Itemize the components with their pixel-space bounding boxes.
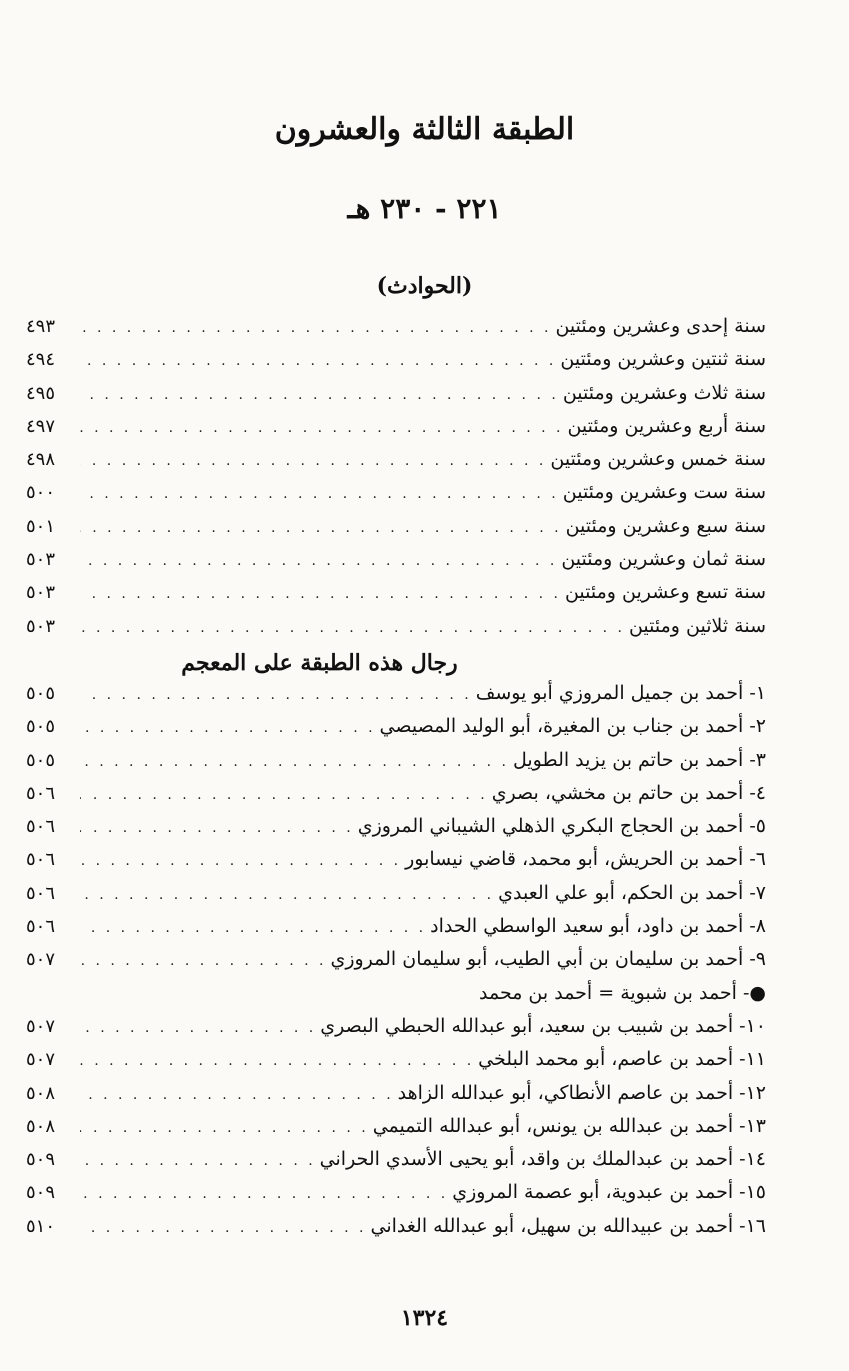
- toc-entry: [26, 848, 766, 881]
- toc-entry-text: ١١- أحمد بن عاصم، أبو محمد البلخي: [478, 1048, 766, 1071]
- men-list: [26, 682, 766, 1248]
- dot-leader: [80, 1153, 316, 1169]
- toc-entry-page: ٥٠٣: [26, 582, 56, 604]
- toc-entry-page: ٥٠٣: [26, 615, 56, 637]
- dot-leader: [80, 754, 509, 770]
- toc-entry: [26, 948, 766, 981]
- dot-leader: [80, 453, 546, 469]
- toc-entry-text: سنة إحدى وعشرين ومئتين: [555, 315, 766, 337]
- toc-entry: [26, 1215, 766, 1248]
- toc-entry-page: ٥٠٥: [26, 749, 56, 771]
- toc-entry-page: ٥٠٠: [26, 482, 56, 504]
- toc-entry: [26, 615, 766, 648]
- toc-entry: [26, 415, 766, 448]
- toc-entry-text: ١٤- أحمد بن عبدالملك بن واقد، أبو يحيى الأسدي الحراني: [319, 1148, 766, 1171]
- toc-entry-page: ٤٩٤: [26, 349, 56, 371]
- dot-leader: [80, 1020, 316, 1036]
- men-heading: رجال هذه الطبقة على المعجم: [181, 650, 458, 676]
- toc-entry-page: ٥٠١: [26, 515, 56, 537]
- toc-entry-page: ٥٠٩: [26, 1149, 56, 1171]
- page-number: ١٣٢٤: [400, 1305, 449, 1331]
- dot-leader: [80, 1120, 369, 1136]
- toc-entry-text: سنة سبع وعشرين ومئتين: [565, 514, 766, 537]
- dot-leader: [80, 1087, 394, 1103]
- dot-leader: [80, 720, 376, 736]
- toc-entry-text: سنة ست وعشرين ومئتين: [562, 481, 766, 504]
- toc-entry-page: ٥٠٦: [26, 816, 56, 838]
- dot-leader: [80, 887, 494, 903]
- events-heading: (الحوادث): [376, 273, 473, 299]
- toc-entry-page: ٤٩٨: [26, 449, 56, 471]
- toc-entry: [26, 882, 766, 915]
- toc-entry-page: ٤٩٥: [26, 382, 56, 404]
- toc-entry-text: ١- أحمد بن جميل المروزي أبو يوسف: [475, 682, 766, 704]
- dot-leader: [80, 586, 561, 602]
- toc-entry-text: ٥- أحمد بن الحجاج البكري الذهلي الشيباني المروزي: [357, 815, 766, 838]
- toc-entry-page: ٥٠٨: [26, 1115, 56, 1137]
- toc-entry-text: ١٠- أحمد بن شبيب بن سعيد، أبو عبدالله الحبطي البصري: [320, 1014, 766, 1037]
- toc-entry-text: سنة ثلاث وعشرين ومئتين: [562, 381, 766, 404]
- toc-entry-text: سنة تسع وعشرين ومئتين: [564, 581, 766, 604]
- dot-leader: [80, 1220, 367, 1236]
- toc-entry: [26, 915, 766, 948]
- toc-entry: [26, 581, 766, 614]
- dot-leader: [80, 620, 625, 636]
- toc-entry: [26, 1082, 766, 1115]
- dot-leader: [80, 387, 559, 403]
- toc-entry-page: ٥٠٧: [26, 1049, 56, 1071]
- toc-entry-page: ٤٩٧: [26, 415, 56, 437]
- toc-entry-page: ٤٩٣: [26, 316, 56, 337]
- toc-entry-text: ●- أحمد بن شبوية = أحمد بن محمد: [478, 981, 766, 1004]
- toc-entry: [26, 715, 766, 748]
- toc-entry-text: سنة خمس وعشرين ومئتين: [550, 448, 766, 471]
- toc-entry: [26, 682, 766, 715]
- toc-entry-text: ٨- أحمد بن داود، أبو سعيد الواسطي الحداد: [430, 915, 766, 938]
- toc-entry-text: ٣- أحمد بن حاتم بن يزيد الطويل: [512, 748, 766, 771]
- toc-entry-page: ٥٠٦: [26, 916, 56, 938]
- toc-entry-page: ٥٠٦: [26, 849, 56, 871]
- dot-leader: [80, 420, 563, 436]
- toc-entry-text: ٩- أحمد بن سليمان بن أبي الطيب، أبو سليمان المروزي: [330, 948, 766, 971]
- date-range: ٢٢١ - ٢٣٠ هـ: [347, 192, 502, 225]
- toc-entry-page: ٥٠٨: [26, 1082, 56, 1104]
- toc-entry-text: سنة ثمان وعشرين ومئتين: [561, 548, 766, 571]
- dot-leader: [80, 1186, 448, 1202]
- toc-entry-text: ٧- أحمد بن الحكم، أبو علي العبدي: [498, 881, 766, 904]
- toc-entry-text: ٤- أحمد بن حاتم بن مخشي، بصري: [491, 781, 766, 804]
- dot-leader: [80, 820, 354, 836]
- dot-leader: [80, 787, 488, 803]
- toc-entry-page: ٥٠٦: [26, 782, 56, 804]
- toc-entry-text: سنة ثنتين وعشرين ومئتين: [560, 348, 766, 371]
- dot-leader: [80, 553, 557, 569]
- toc-entry: [26, 315, 766, 348]
- toc-entry-page: ٥٠٧: [26, 949, 56, 971]
- dot-leader: [80, 920, 426, 936]
- toc-entry-page: ٥٠٥: [26, 683, 56, 704]
- dot-leader: [80, 687, 472, 703]
- dot-leader: [80, 320, 551, 336]
- toc-entry-text: ١٢- أحمد بن عاصم الأنطاكي، أبو عبدالله الزاهد: [397, 1081, 766, 1104]
- toc-entry-page: ٥١٠: [26, 1215, 56, 1237]
- toc-entry: [26, 1115, 766, 1148]
- toc-entry-page: ٥٠٥: [26, 716, 56, 738]
- page-title: الطبقة الثالثة والعشرون: [274, 112, 575, 147]
- toc-entry: [26, 548, 766, 581]
- toc-entry-text: سنة ثلاثين ومئتين: [628, 614, 766, 637]
- toc-entry: [26, 1048, 766, 1081]
- toc-entry-page: ٥٠٦: [26, 882, 56, 904]
- toc-entry: [26, 982, 766, 1015]
- toc-entry: [26, 515, 766, 548]
- toc-entry: [26, 1148, 766, 1181]
- toc-entry-text: ١٥- أحمد بن عبدوية، أبو عصمة المروزي: [452, 1181, 766, 1204]
- toc-entry: [26, 348, 766, 381]
- toc-entry-text: ٦- أحمد بن الحريش، أبو محمد، قاضي نيسابور: [405, 848, 766, 871]
- toc-entry-text: سنة أربع وعشرين ومئتين: [567, 414, 766, 437]
- toc-entry-text: ١٣- أحمد بن عبدالله بن يونس، أبو عبدالله التميمي: [372, 1114, 766, 1137]
- toc-entry-page: ٥٠٧: [26, 1015, 56, 1037]
- toc-entry: [26, 782, 766, 815]
- toc-entry-page: ٥٠٣: [26, 549, 56, 571]
- dot-leader: [80, 353, 556, 369]
- toc-entry: [26, 481, 766, 514]
- dot-leader: [80, 486, 559, 502]
- events-list: [26, 315, 766, 648]
- dot-leader: [80, 953, 326, 969]
- toc-entry: [26, 1015, 766, 1048]
- toc-entry-page: ٥٠٩: [26, 1182, 56, 1204]
- dot-leader: [80, 853, 401, 869]
- toc-entry: [26, 1181, 766, 1214]
- dot-leader: [80, 1053, 474, 1069]
- toc-entry: [26, 749, 766, 782]
- dot-leader: [80, 520, 562, 536]
- toc-entry-text: ٢- أحمد بن جناب بن المغيرة، أبو الوليد المصيصي: [379, 715, 766, 738]
- toc-entry: [26, 382, 766, 415]
- toc-entry: [26, 448, 766, 481]
- toc-entry-text: ١٦- أحمد بن عبيدالله بن سهيل، أبو عبدالله الغداني: [370, 1214, 766, 1237]
- toc-entry: [26, 815, 766, 848]
